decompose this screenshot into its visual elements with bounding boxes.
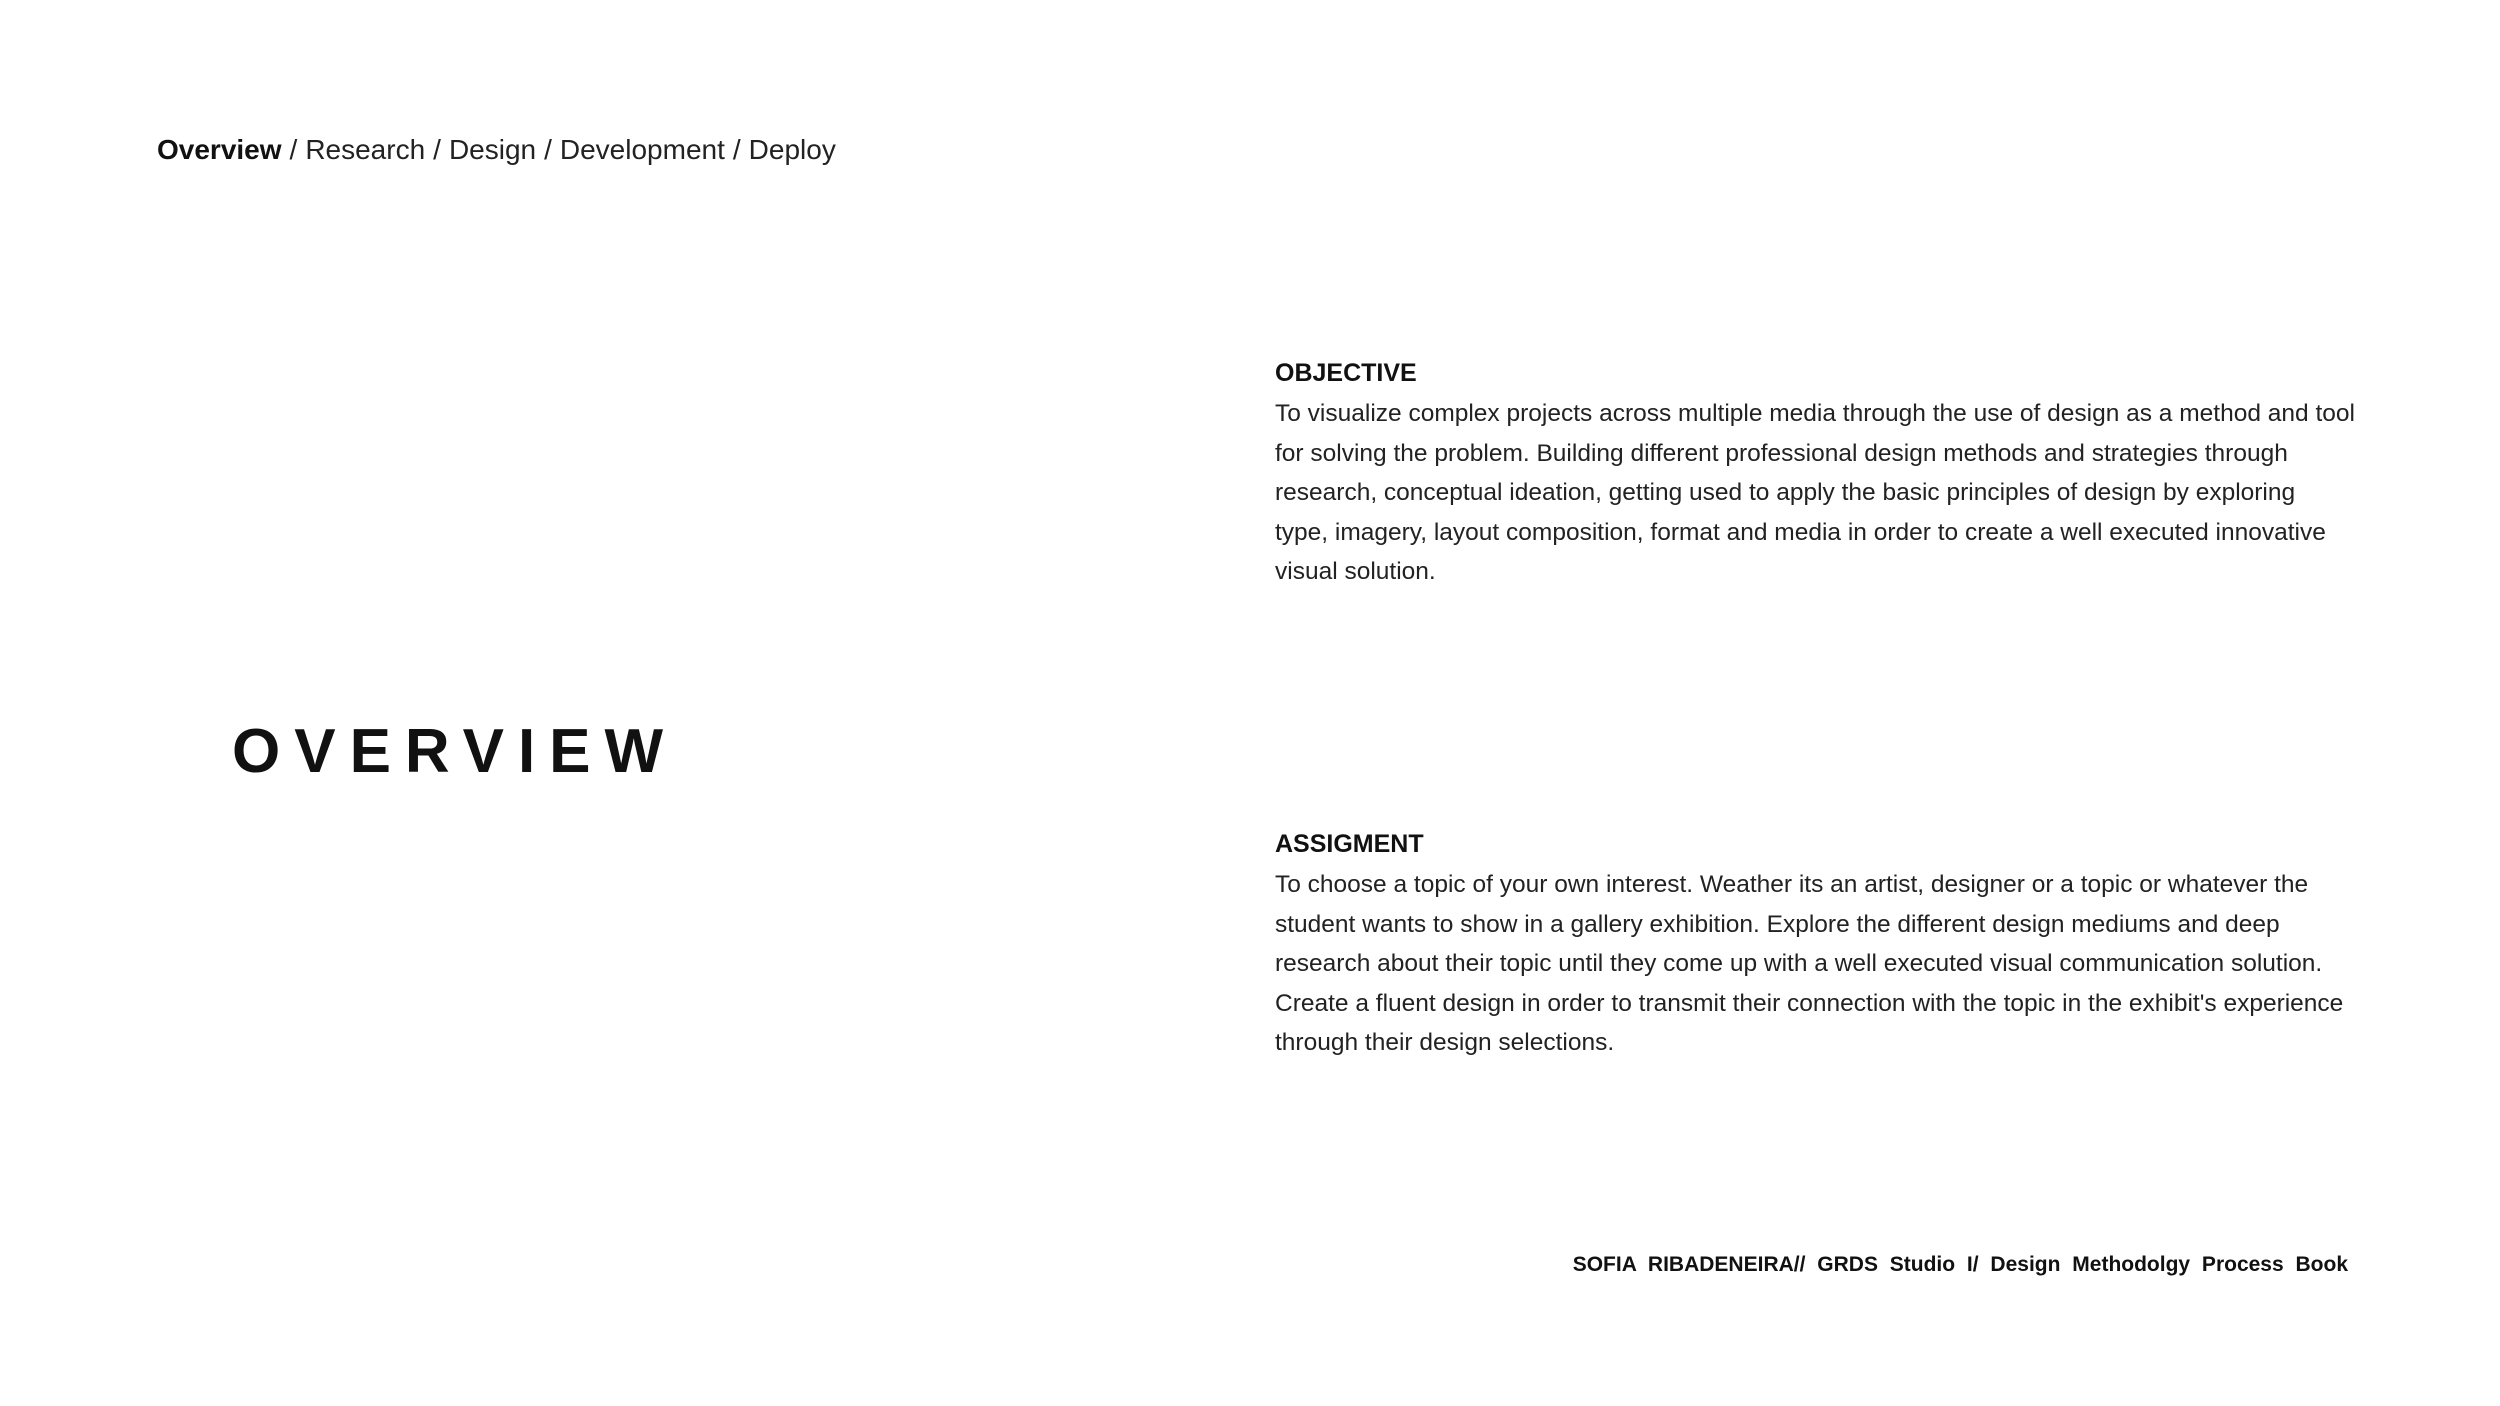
breadcrumb-item-overview[interactable]: Overview	[157, 134, 282, 165]
objective-section	[1275, 356, 2355, 592]
assignment-body: To choose a topic of your own interest. Weather its an artist, designer or a topic or whatever the student wants to show in a gallery exhibition. Explore the different design mediums and deep research about their topic until they come up with a well executed visual communication solution. Create a fluent design in order to transmit their connection with the topic in the exhibit's experience through their design selections.	[1275, 871, 2344, 1056]
footer-credit: SOFIA RIBADENEIRA// GRDS Studio I/ Design Methodolgy Process Book	[1572, 1253, 2348, 1276]
breadcrumb-separator: /	[433, 134, 441, 165]
page-title: OVERVIEW	[232, 716, 678, 786]
breadcrumb-item-development[interactable]: Development	[559, 134, 725, 165]
breadcrumb-item-research[interactable]: Research	[305, 134, 426, 165]
breadcrumb-separator: /	[732, 134, 741, 165]
assignment-heading: ASSIGMENT	[1275, 830, 1424, 858]
breadcrumb-separator: /	[289, 134, 298, 165]
breadcrumb-item-deploy[interactable]: Deploy	[748, 134, 836, 165]
objective-heading: OBJECTIVE	[1275, 359, 1417, 387]
breadcrumb	[157, 130, 836, 170]
breadcrumb-separator: /	[544, 134, 552, 165]
breadcrumb-item-design[interactable]: Design	[448, 134, 537, 165]
assignment-section	[1275, 827, 2355, 1063]
objective-body: To visualize complex projects across multiple media through the use of design as a method and tool for solving the problem. Building different professional design methods and strategies through research, conceptual ideation, getting used to apply the basic principles of design by exploring type, imagery, layout composition, format and media in order to create a well executed innovative visual solution.	[1275, 400, 2355, 585]
